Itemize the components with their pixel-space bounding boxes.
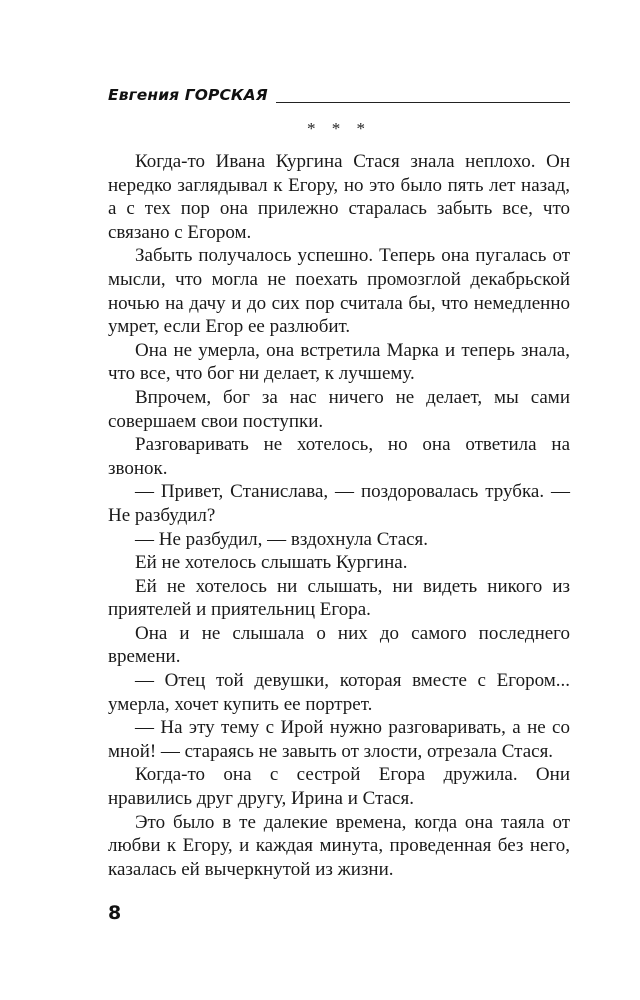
paragraph: Когда-то она с сестрой Егора дружила. Они нравились друг другу, Ирина и Стася.	[108, 764, 570, 810]
body-text	[108, 150, 570, 881]
paragraph: — Привет, Станислава, — поздоровалась трубка. — Не разбудил?	[108, 481, 570, 526]
paragraph: Она не умерла, она встретила Марка и теперь знала, что все, что бог ни делает, к лучшему.	[108, 339, 570, 385]
paragraph: Ей не хотелось ни слышать, ни видеть никого из приятелей и приятельниц Егора.	[108, 575, 570, 621]
header-rule	[276, 102, 570, 103]
paragraph: Забыть получалось успешно. Теперь она пугалась от мысли, что могла не поехать промозглой декабрьской ночью на дачу и до сих пор считала бы, что немедленно умрет, если Егор ее разлюбит.	[108, 245, 570, 338]
paragraph: — На эту тему с Ирой нужно разговаривать, а не со мной! — стараясь не завыть от злости, отрезала Стася.	[108, 717, 570, 762]
paragraph: Ей не хотелось слышать Кургина.	[135, 552, 408, 574]
paragraph: Впрочем, бог за нас ничего не делает, мы сами совершаем свои поступки.	[108, 386, 570, 432]
paragraph: — Не разбудил, — вздохнула Стася.	[135, 528, 429, 550]
paragraph: Когда-то Ивана Кургина Стася знала неплохо. Он нередко заглядывал к Егору, но это было пять лет назад, а с тех пор она прилежно старалась забыть все, что связано с Егором.	[108, 151, 570, 243]
paragraph: — Отец той девушки, которая вместе с Егором... умерла, хочет купить ее портрет.	[108, 670, 570, 715]
running-header	[108, 86, 570, 108]
paragraph: Разговаривать не хотелось, но она ответила на звонок.	[108, 434, 570, 479]
page-number: 8	[108, 902, 122, 924]
running-header-author: Евгения ГОРСКАЯ	[108, 86, 268, 104]
section-separator: * * *	[307, 119, 371, 138]
paragraph: Это было в те далекие времена, когда она таяла от любви к Егору, и каждая минута, проведенная без него, казалась ей вычеркнутой из жизни.	[108, 811, 570, 880]
paragraph: Она и не слышала о них до самого последнего времени.	[108, 622, 570, 668]
